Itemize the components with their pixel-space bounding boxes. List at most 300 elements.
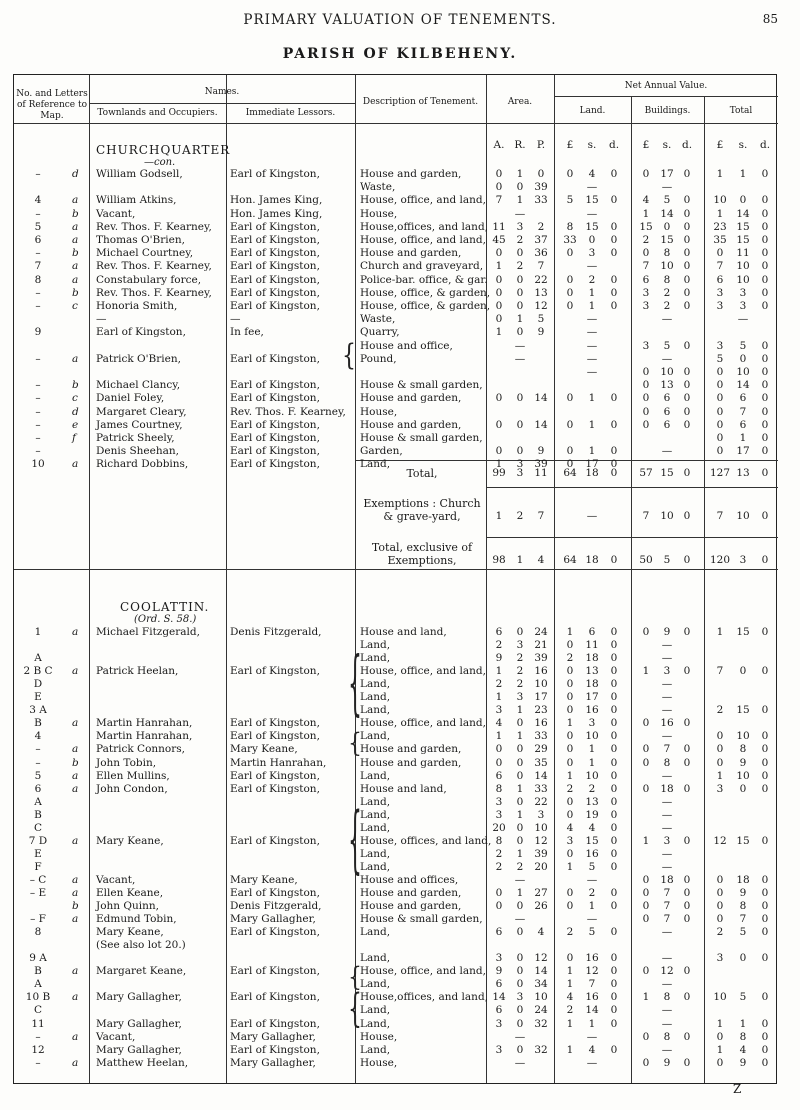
map-reference-letter: e xyxy=(72,419,79,431)
area-acres: 1 xyxy=(495,260,503,272)
land-value: — xyxy=(586,366,598,378)
area-acres: 2 xyxy=(495,861,503,873)
area-acres: 3 xyxy=(495,796,503,808)
bld-value: — xyxy=(661,639,673,651)
tenement-description: House and garden, xyxy=(360,743,462,755)
area-perches: 11 xyxy=(534,467,548,479)
occupier-name: Ellen Mullins, xyxy=(96,770,170,782)
area-acres: 0 xyxy=(495,392,503,404)
bld-s: 7 xyxy=(663,743,671,755)
bld-s: 18 xyxy=(660,783,674,795)
bld-l: 0 xyxy=(642,965,650,977)
map-reference-letter: a xyxy=(72,991,79,1003)
area-roods: 0 xyxy=(516,445,524,457)
land-s: 2 xyxy=(588,274,596,286)
tenement-description: House and garden, xyxy=(360,168,462,180)
bld-l: 0 xyxy=(642,1057,650,1069)
occupier-name: Earl of Kingston, xyxy=(96,326,186,338)
tot-s: 17 xyxy=(736,445,750,457)
bld-d: 0 xyxy=(683,717,691,729)
bld-value: — xyxy=(661,861,673,873)
land-value: — xyxy=(586,260,598,272)
immediate-lessor: Earl of Kingston, xyxy=(230,234,320,246)
area-perches: 3 xyxy=(537,809,545,821)
occupier-name: Denis Sheehan, xyxy=(96,445,179,457)
area-roods: 0 xyxy=(516,300,524,312)
bld-l: 0 xyxy=(642,168,650,180)
header-net-annual-value: Net Annual Value. xyxy=(624,81,708,91)
land-l: 1 xyxy=(566,965,574,977)
tot-s: 7 xyxy=(739,406,747,418)
map-reference-number: 9 A xyxy=(29,952,47,964)
map-reference-number: 10 xyxy=(31,458,45,470)
bld-l: 1 xyxy=(642,665,650,677)
grouping-brace: { xyxy=(348,645,362,726)
area-acres: 0 xyxy=(495,287,503,299)
map-reference-number: – xyxy=(35,445,41,457)
land-l: 0 xyxy=(566,392,574,404)
bld-d: 0 xyxy=(683,1057,691,1069)
land-d: 0 xyxy=(610,665,618,677)
area-perches: 37 xyxy=(534,234,548,246)
land-l: 0 xyxy=(566,900,574,912)
area-roods: — xyxy=(514,208,526,220)
area-roods: — xyxy=(514,353,526,365)
tot-s: 15 xyxy=(736,221,750,233)
area-perches: 23 xyxy=(534,704,548,716)
tot-s: 8 xyxy=(739,1031,747,1043)
area-roods: 0 xyxy=(516,274,524,286)
occupier-name: Edmund Tobin, xyxy=(96,913,177,925)
area-roods: 0 xyxy=(516,926,524,938)
tot-s: 5 xyxy=(739,991,747,1003)
area-roods: 1 xyxy=(516,783,524,795)
land-l: 0 xyxy=(566,300,574,312)
occupier-name: Mary Gallagher, xyxy=(96,1018,182,1030)
land-d: 0 xyxy=(610,978,618,990)
tot-d: 0 xyxy=(761,926,769,938)
land-l: 64 xyxy=(563,467,577,479)
bld-d: 0 xyxy=(683,757,691,769)
map-reference-letter: b xyxy=(72,900,79,912)
land-d: 0 xyxy=(610,554,618,566)
tenement-description: House, office, and land, xyxy=(360,234,486,246)
tenement-description: House & small garden, xyxy=(360,913,483,925)
tot-l: 0 xyxy=(716,743,724,755)
area-acres: 0 xyxy=(495,743,503,755)
area-roods: 0 xyxy=(516,1018,524,1030)
townland-title: CHURCHQUARTER xyxy=(96,143,231,157)
tenement-description: Pound, xyxy=(360,353,397,365)
immediate-lessor: Earl of Kingston, xyxy=(230,221,320,233)
tot-s: 9 xyxy=(739,1057,747,1069)
map-reference-letter: a xyxy=(72,260,79,272)
area-acres: 3 xyxy=(495,952,503,964)
bld-s: 10 xyxy=(660,510,674,522)
bld-value: — xyxy=(661,978,673,990)
bld-d: 0 xyxy=(683,274,691,286)
land-d: 0 xyxy=(610,848,618,860)
land-d: 0 xyxy=(610,678,618,690)
area-acres: 0 xyxy=(495,247,503,259)
map-reference-letter: a xyxy=(72,665,79,677)
area-acres: 0 xyxy=(495,274,503,286)
bld-s: 8 xyxy=(663,757,671,769)
tot-l: 1 xyxy=(716,770,724,782)
tenement-description: Land, xyxy=(360,796,391,808)
bld-value: — xyxy=(661,704,673,716)
land-d: 0 xyxy=(610,926,618,938)
bld-s: 6 xyxy=(663,406,671,418)
tot-l: 1 xyxy=(716,168,724,180)
bld-l: 0 xyxy=(642,406,650,418)
land-d: 0 xyxy=(610,822,618,834)
bld-s: 2 xyxy=(663,300,671,312)
area-acres: 14 xyxy=(492,991,506,1003)
map-reference-number: C xyxy=(33,1004,43,1016)
tot-s: 11 xyxy=(736,247,750,259)
tot-l: 7 xyxy=(716,260,724,272)
land-d: 0 xyxy=(610,887,618,899)
immediate-lessor: Earl of Kingston, xyxy=(230,1018,320,1030)
land-l: 33 xyxy=(563,234,577,246)
tenement-description: House, xyxy=(360,208,398,220)
area-perches: 21 xyxy=(534,639,548,651)
land-d: 0 xyxy=(610,965,618,977)
land-s: 1 xyxy=(588,419,596,431)
area-perches: 12 xyxy=(534,835,548,847)
area-perches: 2 xyxy=(537,221,545,233)
tenement-description: Land, xyxy=(360,1018,391,1030)
land-s: 6 xyxy=(588,626,596,638)
map-reference-number: – xyxy=(35,419,41,431)
occupier-name: Rev. Thos. F. Kearney, xyxy=(96,260,212,272)
map-reference-number: 9 xyxy=(34,326,42,338)
unit-header: R. xyxy=(514,139,526,151)
tot-d: 0 xyxy=(761,665,769,677)
immediate-lessor: Earl of Kingston, xyxy=(230,835,320,847)
land-value: — xyxy=(586,313,598,325)
tenement-description: Land, xyxy=(360,1004,391,1016)
occupier-name: Patrick Heelan, xyxy=(96,665,179,677)
page-number: 85 xyxy=(762,12,778,26)
tot-s: 3 xyxy=(739,287,747,299)
immediate-lessor: Earl of Kingston, xyxy=(230,458,320,470)
occupier-name: Mary Gallagher, xyxy=(96,1044,182,1056)
tenement-description: House & small garden, xyxy=(360,379,483,391)
map-reference-number: – xyxy=(35,1057,41,1069)
tot-l: 0 xyxy=(716,247,724,259)
tot-s: 10 xyxy=(736,770,750,782)
tot-l: 0 xyxy=(716,757,724,769)
area-perches: 22 xyxy=(534,796,548,808)
land-s: 4 xyxy=(588,1044,596,1056)
area-perches: 24 xyxy=(534,1004,548,1016)
area-roods: 2 xyxy=(516,260,524,272)
land-s: 2 xyxy=(588,887,596,899)
land-s: 14 xyxy=(585,1004,599,1016)
header-rule xyxy=(89,103,355,104)
land-l: 2 xyxy=(566,1004,574,1016)
bld-d: 0 xyxy=(683,392,691,404)
tot-s: 6 xyxy=(739,419,747,431)
tot-s: 15 xyxy=(736,835,750,847)
bld-l: 1 xyxy=(642,835,650,847)
land-d: 0 xyxy=(610,743,618,755)
land-s: 18 xyxy=(585,467,599,479)
map-reference-number: 10 B xyxy=(25,991,51,1003)
area-perches: 14 xyxy=(534,392,548,404)
area-roods: 0 xyxy=(516,419,524,431)
map-reference-number: 11 xyxy=(31,1018,45,1030)
map-reference-number: F xyxy=(34,861,42,873)
map-reference-number: – xyxy=(35,1031,41,1043)
bld-l: 0 xyxy=(642,392,650,404)
occupier-name: James Courtney, xyxy=(96,419,183,431)
area-roods: 2 xyxy=(516,510,524,522)
area-perches: 39 xyxy=(534,652,548,664)
tot-s: 5 xyxy=(739,926,747,938)
unit-header: £ xyxy=(642,139,650,151)
land-s: 4 xyxy=(588,822,596,834)
bld-l: 3 xyxy=(642,340,650,352)
map-reference-letter: b xyxy=(72,287,79,299)
immediate-lessor: Mary Gallagher, xyxy=(230,1057,316,1069)
summary-label: Total, exclusive of Exemptions, xyxy=(371,541,473,567)
map-reference-number: – C xyxy=(29,874,47,886)
bld-d: 0 xyxy=(683,743,691,755)
land-d: 0 xyxy=(610,287,618,299)
occupier-name: Thomas O'Brien, xyxy=(96,234,185,246)
tot-l: 0 xyxy=(716,432,724,444)
unit-header: s. xyxy=(662,139,672,151)
tot-s: 10 xyxy=(736,510,750,522)
immediate-lessor: Mary Gallagher, xyxy=(230,913,316,925)
land-d: 0 xyxy=(610,691,618,703)
bld-value: — xyxy=(661,353,673,365)
tot-l: 10 xyxy=(713,991,727,1003)
area-roods: 0 xyxy=(516,626,524,638)
area-perches: 39 xyxy=(534,181,548,193)
bld-l: 3 xyxy=(642,287,650,299)
tot-l: 10 xyxy=(713,194,727,206)
area-acres: 99 xyxy=(492,467,506,479)
area-acres: 0 xyxy=(495,887,503,899)
land-l: 2 xyxy=(566,926,574,938)
land-l: 2 xyxy=(566,783,574,795)
tot-s: 0 xyxy=(739,783,747,795)
area-acres: 0 xyxy=(495,419,503,431)
tenement-description: Land, xyxy=(360,704,391,716)
occupier-name: Vacant, xyxy=(96,208,136,220)
tenement-description: Waste, xyxy=(360,313,396,325)
tenement-description: House,offices, and land, xyxy=(360,221,488,233)
area-roods: 2 xyxy=(516,665,524,677)
area-perches: 4 xyxy=(537,554,545,566)
land-d: 0 xyxy=(610,900,618,912)
bld-value: — xyxy=(661,848,673,860)
land-s: 16 xyxy=(585,704,599,716)
bld-s: 17 xyxy=(660,168,674,180)
bld-d: 0 xyxy=(683,366,691,378)
tot-l: 23 xyxy=(713,221,727,233)
map-reference-letter: d xyxy=(72,406,79,418)
column-rule xyxy=(226,75,227,1083)
tot-s: 5 xyxy=(739,340,747,352)
bld-s: 16 xyxy=(660,717,674,729)
map-reference-number: 1 xyxy=(34,626,42,638)
bld-value: — xyxy=(661,313,673,325)
map-reference-letter: a xyxy=(72,1057,79,1069)
header-land: Land. xyxy=(579,106,606,116)
land-l: 3 xyxy=(566,835,574,847)
occupier-name: Patrick O'Brien, xyxy=(96,353,181,365)
land-value: — xyxy=(586,913,598,925)
bld-d: 0 xyxy=(683,913,691,925)
land-d: 0 xyxy=(610,168,618,180)
bld-l: 3 xyxy=(642,300,650,312)
tot-l: 3 xyxy=(716,952,724,964)
area-acres: 3 xyxy=(495,1018,503,1030)
land-s: 3 xyxy=(588,247,596,259)
bld-s: 0 xyxy=(663,221,671,233)
occupier-name: Patrick Connors, xyxy=(96,743,185,755)
tot-s: 4 xyxy=(739,1044,747,1056)
tenement-description: Land, xyxy=(360,730,391,742)
bld-s: 5 xyxy=(663,554,671,566)
bld-s: 7 xyxy=(663,913,671,925)
map-reference-letter: b xyxy=(72,247,79,259)
map-reference-number: 2 B C xyxy=(23,665,53,677)
area-perches: 39 xyxy=(534,458,548,470)
immediate-lessor: Earl of Kingston, xyxy=(230,965,320,977)
land-d: 0 xyxy=(610,419,618,431)
area-perches: 10 xyxy=(534,991,548,1003)
tot-l: 0 xyxy=(716,366,724,378)
immediate-lessor: Earl of Kingston, xyxy=(230,300,320,312)
map-reference-number: C xyxy=(33,822,43,834)
area-perches: 10 xyxy=(534,822,548,834)
immediate-lessor: Earl of Kingston, xyxy=(230,260,320,272)
land-l: 1 xyxy=(566,626,574,638)
occupier-name: John Condon, xyxy=(96,783,168,795)
map-reference-letter: a xyxy=(72,743,79,755)
land-l: 0 xyxy=(566,445,574,457)
bld-l: 7 xyxy=(642,510,650,522)
land-value: — xyxy=(586,181,598,193)
tot-l: 0 xyxy=(716,1057,724,1069)
land-d: 0 xyxy=(610,639,618,651)
land-d: 0 xyxy=(610,445,618,457)
tenement-description: Police-bar. office, & gar. xyxy=(360,274,488,286)
area-perches: 32 xyxy=(534,1044,548,1056)
occupier-name: (See also lot 20.) xyxy=(96,939,186,951)
map-reference-letter: d xyxy=(72,168,79,180)
area-roods: — xyxy=(514,340,526,352)
bld-d: 0 xyxy=(683,626,691,638)
footer-signature-mark: Z xyxy=(733,1082,742,1096)
tot-l: 0 xyxy=(716,730,724,742)
occupier-name: Michael Courtney, xyxy=(96,247,194,259)
land-d: 0 xyxy=(610,861,618,873)
header-buildings: Buildings. xyxy=(644,106,691,116)
area-roods: 0 xyxy=(516,900,524,912)
area-acres: 1 xyxy=(495,665,503,677)
map-reference-letter: b xyxy=(72,757,79,769)
area-perches: 24 xyxy=(534,626,548,638)
immediate-lessor: Hon. James King, xyxy=(230,208,323,220)
map-reference-number: 4 xyxy=(34,194,42,206)
tot-l: 127 xyxy=(709,467,731,479)
tenement-description: House & small garden, xyxy=(360,432,483,444)
land-d: 0 xyxy=(610,194,618,206)
tot-d: 0 xyxy=(761,168,769,180)
land-s: 15 xyxy=(585,835,599,847)
immediate-lessor: Mary Keane, xyxy=(230,874,298,886)
immediate-lessor: Denis Fitzgerald, xyxy=(230,626,322,638)
column-rule xyxy=(554,75,555,1083)
map-reference-letter: a xyxy=(72,1031,79,1043)
map-reference-letter: a xyxy=(72,717,79,729)
tot-l: 3 xyxy=(716,783,724,795)
tenement-description: Land, xyxy=(360,678,391,690)
tenement-description: Land, xyxy=(360,809,391,821)
map-reference-number: – xyxy=(35,247,41,259)
tot-d: 0 xyxy=(761,626,769,638)
bld-value: — xyxy=(661,796,673,808)
map-reference-number: 8 xyxy=(34,926,42,938)
bld-s: 7 xyxy=(663,900,671,912)
tenement-description: Quarry, xyxy=(360,326,400,338)
occupier-name: Patrick Sheely, xyxy=(96,432,175,444)
land-d: 0 xyxy=(610,783,618,795)
map-reference-letter: a xyxy=(72,353,79,365)
area-perches: 14 xyxy=(534,419,548,431)
map-reference-number: B xyxy=(34,809,42,821)
immediate-lessor: Denis Fitzgerald, xyxy=(230,900,322,912)
tenement-description: House, office, and land, xyxy=(360,717,486,729)
bld-l: 57 xyxy=(639,467,653,479)
land-d: 0 xyxy=(610,770,618,782)
area-perches: 26 xyxy=(534,900,548,912)
header-rule xyxy=(554,96,778,97)
land-l: 0 xyxy=(566,809,574,821)
area-perches: 4 xyxy=(537,926,545,938)
area-acres: 0 xyxy=(495,168,503,180)
land-s: 0 xyxy=(588,234,596,246)
tot-l: 0 xyxy=(716,887,724,899)
occupier-name: — xyxy=(96,313,107,325)
area-roods: 1 xyxy=(516,168,524,180)
bld-value: — xyxy=(661,926,673,938)
land-l: 1 xyxy=(566,978,574,990)
bld-l: 2 xyxy=(642,234,650,246)
land-d: 0 xyxy=(610,221,618,233)
area-perches: 7 xyxy=(537,260,545,272)
area-acres: 8 xyxy=(495,783,503,795)
land-d: 0 xyxy=(610,458,618,470)
land-l: 0 xyxy=(566,796,574,808)
area-roods: 0 xyxy=(516,1004,524,1016)
land-d: 0 xyxy=(610,467,618,479)
land-value: — xyxy=(586,208,598,220)
land-s: 5 xyxy=(588,926,596,938)
parish-title: PARISH OF KILBEHENY. xyxy=(282,46,518,62)
tot-s: 0 xyxy=(739,194,747,206)
bld-d: 0 xyxy=(683,221,691,233)
tot-s: 9 xyxy=(739,887,747,899)
bld-l: 0 xyxy=(642,1031,650,1043)
